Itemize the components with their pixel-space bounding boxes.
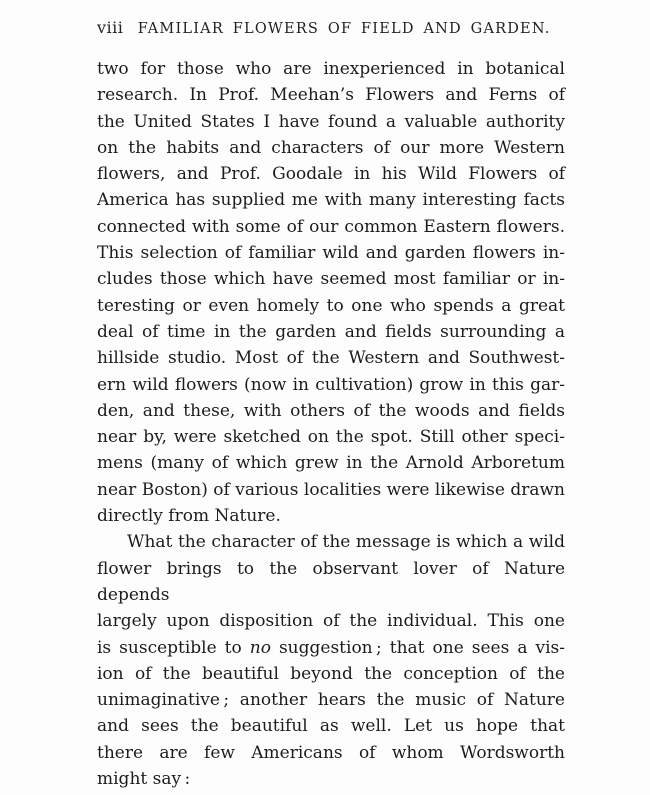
text-line: two for those who are inexperienced in botanical [97, 59, 565, 79]
text-line: den, and these, with others of the woods and fields [97, 400, 565, 421]
text-line: mens (many of which grew in the Arnold Arboretum [97, 453, 565, 474]
text-line: teresting or even homely to one who spends a great [97, 295, 565, 316]
text-line: flower brings to the observant lover of Nature depends [97, 558, 565, 605]
text-line: hillside studio. Most of the Western and Southwest- [97, 348, 565, 369]
text-line: flowers, and Prof. Goodale in his Wild Flowers of [97, 164, 565, 185]
text-line [97, 635, 565, 661]
text-line: ern wild flowers (now in cultivation) grow in this gar- [97, 374, 565, 395]
text-segment: suggestion ; that one sees a vis- [270, 637, 565, 658]
text-segment: is susceptible to [97, 637, 250, 658]
text-line: ion of the beautiful beyond the conception of the [97, 663, 565, 684]
text-line: research. In Prof. Meehan’s Flowers and Ferns of [97, 85, 565, 106]
text-line: What the character of the message is which a wild [127, 532, 565, 553]
text-line: and sees the beautiful as well. Let us hope that [97, 716, 565, 737]
text-line: might say : [97, 769, 191, 790]
text-line: cludes those which have seemed most familiar or in- [97, 269, 565, 290]
text-line: near Boston) of various localities were likewise drawn [97, 479, 565, 500]
text-line: America has supplied me with many interesting facts [97, 190, 565, 211]
text-line: connected with some of our common Eastern flowers. [97, 216, 565, 237]
text-line: largely upon disposition of the individual. This one [97, 611, 565, 632]
text-line: there are few Americans of whom Wordsworth [97, 742, 565, 763]
italic-word: no [249, 637, 271, 658]
text-line: the United States I have found a valuable authority [97, 111, 565, 132]
text-line: deal of time in the garden and fields surrounding a [97, 321, 565, 342]
running-header [97, 18, 565, 37]
text-line: near by, were sketched on the spot. Still other speci- [97, 427, 565, 448]
page-number: viii [97, 18, 124, 37]
page-text [97, 56, 565, 792]
text-line: This selection of familiar wild and garden flowers in- [97, 243, 565, 264]
text-line: unimaginative ; another hears the music of Nature [97, 690, 565, 711]
text-line: on the habits and characters of our more Western [97, 137, 565, 158]
text-line: directly from Nature. [97, 506, 281, 527]
running-title: FAMILIAR FLOWERS OF FIELD AND GARDEN. [137, 21, 551, 37]
